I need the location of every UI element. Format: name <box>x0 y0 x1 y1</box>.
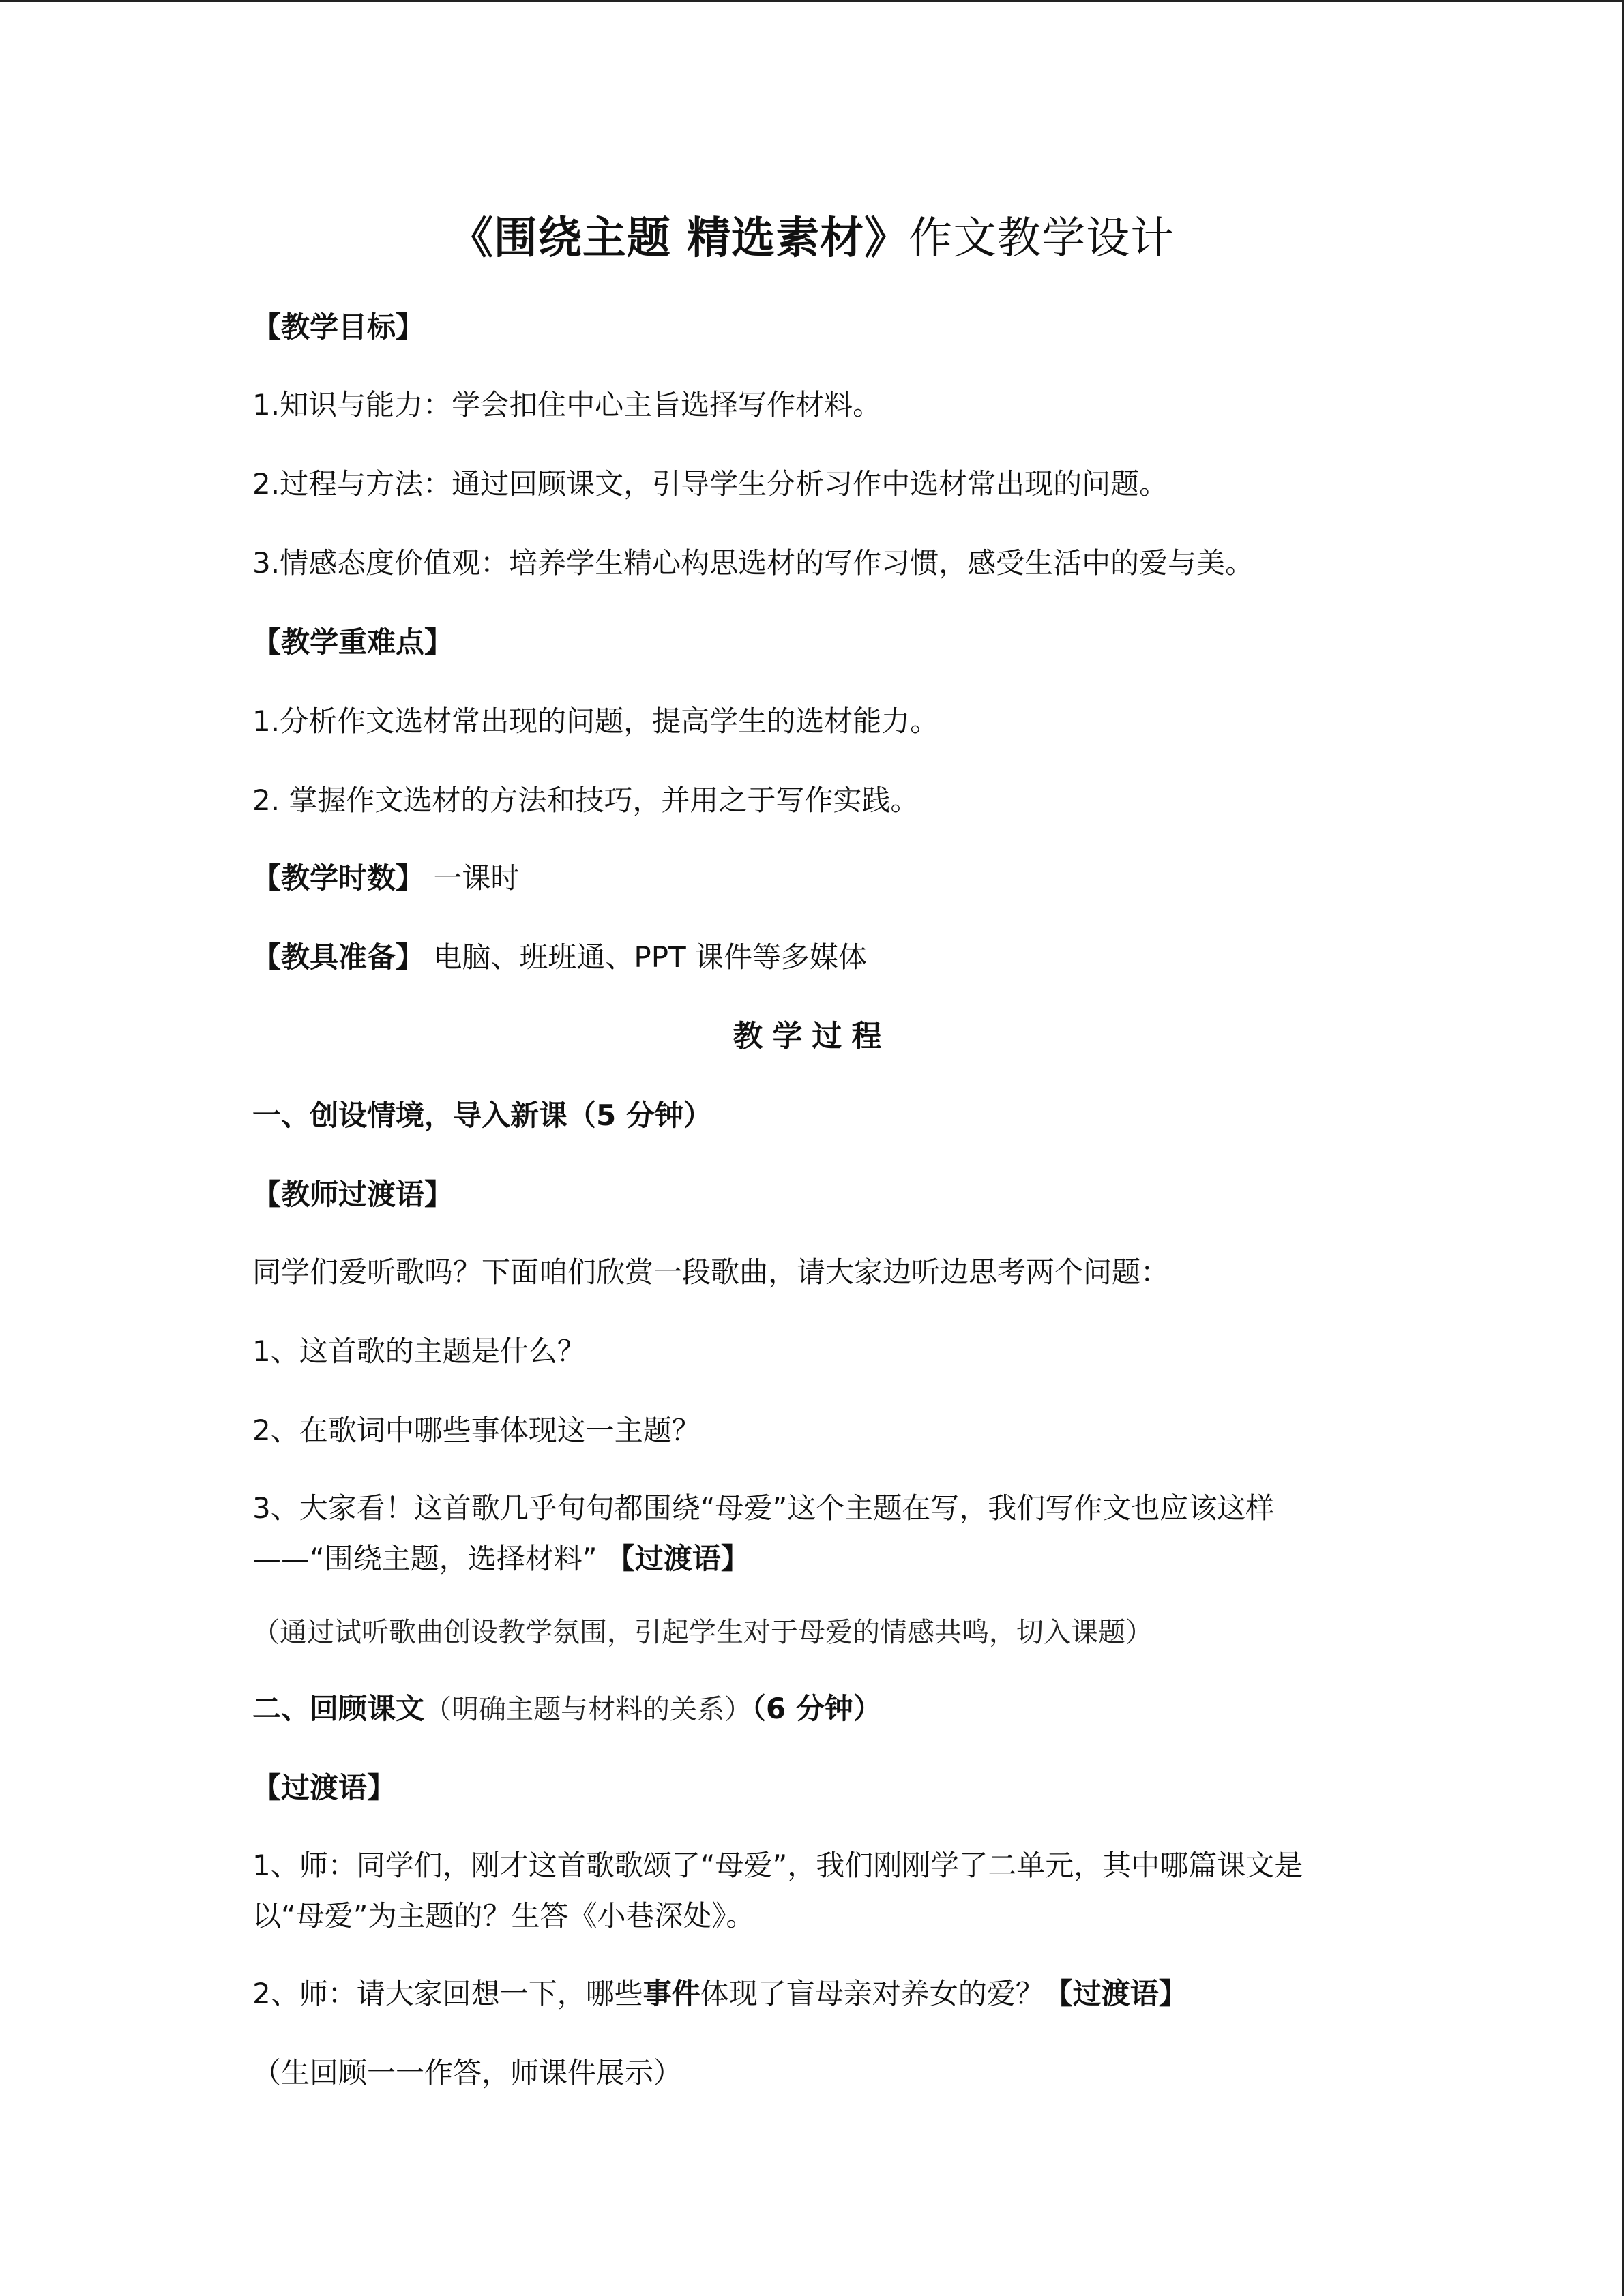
section-2-transition-tag: 【过渡语】 <box>1044 1977 1187 2010</box>
section-1-intro: 同学们爱听歌吗？下面咱们欣赏一段歌曲，请大家边听边思考两个问题： <box>252 1255 1170 1289</box>
section-1-question-2: 2、在歌词中哪些事体现这一主题？ <box>252 1414 700 1447</box>
section-2-paragraph-3: （生回顾一一作答，师课件展示） <box>252 2056 683 2089</box>
teaching-tools-line <box>252 936 1412 979</box>
section-1-question-1: 1、这首歌的主题是什么？ <box>252 1335 586 1368</box>
teaching-hours-line <box>252 856 1412 900</box>
objectives-heading: 【教学目标】 <box>252 310 425 344</box>
key-points-heading: 【教学重难点】 <box>252 625 454 659</box>
section-2-paragraph-1-cont: 以“母爱”为主题的？生答《小巷深处》。 <box>252 1899 755 1933</box>
section-2-heading-title: 二、回顾课文 <box>252 1692 425 1725</box>
page-title <box>0 205 1624 273</box>
objective-item-1: 1.知识与能力：学会扣住中心主旨选择写作材料。 <box>252 388 882 421</box>
teaching-process-heading: 教学过程 <box>733 1019 891 1054</box>
section-1-transition-tag: 【过渡语】 <box>606 1542 750 1575</box>
teaching-tools-value: 电脑、班班通、PPT 课件等多媒体 <box>424 940 868 974</box>
section-1-heading: 一、创设情境，导入新课（5 分钟） <box>252 1099 712 1132</box>
teaching-tools-heading: 【教具准备】 <box>252 940 425 974</box>
section-2-heading-note: （明确主题与材料的关系） <box>424 1694 752 1725</box>
section-2-heading <box>252 1687 1412 1731</box>
key-point-item-2: 2. 掌握作文选材的方法和技巧，并用之于写作实践。 <box>252 784 919 817</box>
objective-item-2: 2.过程与方法：通过回顾课文，引导学生分析习作中选材常出现的问题。 <box>252 467 1168 501</box>
objective-item-3: 3.情感态度价值观：培养学生精心构思选材的写作习惯，感受生活中的爱与美。 <box>252 546 1254 580</box>
section-1-note: （通过试听歌曲创设教学氛围，引起学生对于母爱的情感共鸣，切入课题） <box>252 1617 1153 1648</box>
teaching-hours-value: 一课时 <box>424 861 520 895</box>
key-point-item-1: 1.分析作文选材常出现的问题，提高学生的选材能力。 <box>252 704 939 738</box>
section-1-question-3-cont <box>252 1537 1412 1581</box>
section-1-question-3: 3、大家看！这首歌几乎句句都围绕“母爱”这个主题在写，我们写作文也应该这样 <box>252 1491 1275 1525</box>
section-1-subheading: 【教师过渡语】 <box>252 1178 454 1211</box>
section-2-paragraph-2-bold: 事件 <box>643 1977 700 2010</box>
section-1-question-3-line2: ——“围绕主题，选择材料” <box>252 1542 606 1575</box>
title-normal-part: 作文教学设计 <box>909 213 1175 264</box>
title-bold-part: 《围绕主题 精选素材》 <box>449 213 909 264</box>
section-2-subheading: 【过渡语】 <box>252 1771 396 1804</box>
section-2-paragraph-1: 1、师：同学们，刚才这首歌歌颂了“母爱”，我们刚刚学了二单元，其中哪篇课文是 <box>252 1849 1303 1882</box>
section-2-paragraph-2-pre: 2、师：请大家回想一下，哪些 <box>252 1977 643 2010</box>
section-2-paragraph-2-post: 体现了盲母亲对养女的爱？ <box>700 1977 1044 2010</box>
teaching-hours-heading: 【教学时数】 <box>252 861 425 895</box>
section-2-paragraph-2 <box>252 1972 1412 2016</box>
section-2-heading-time: （6 分钟） <box>752 1692 882 1725</box>
